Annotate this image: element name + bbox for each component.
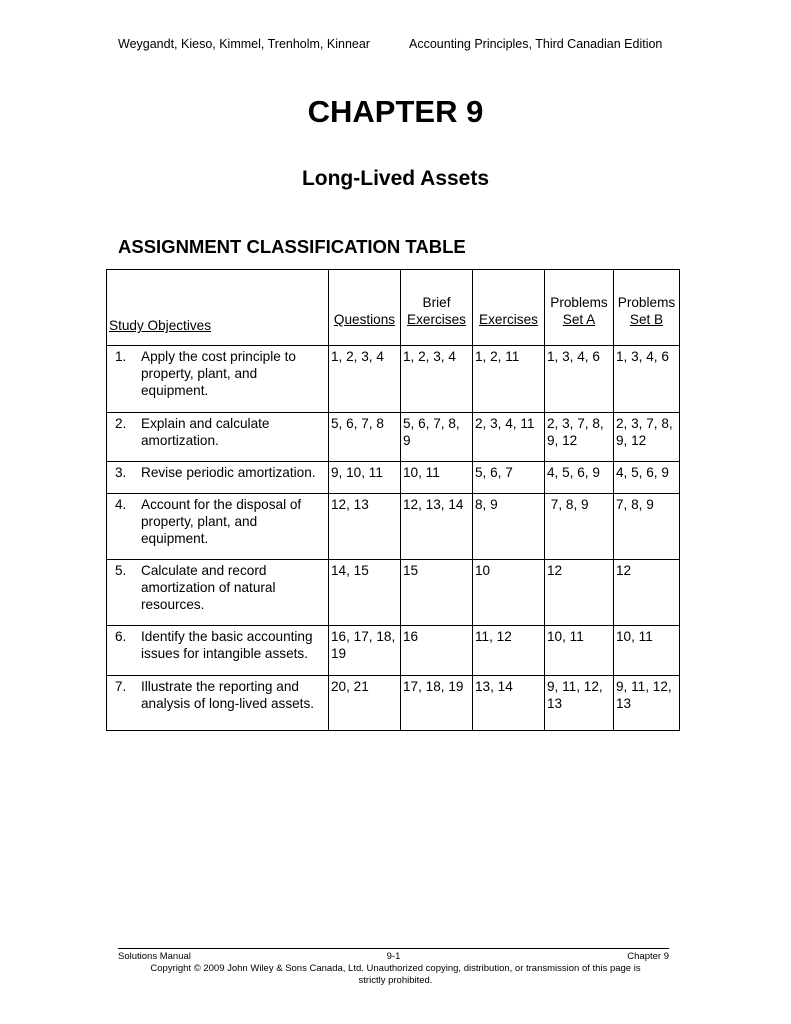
problems-b-cell: 2, 3, 7, 8, 9, 12 (614, 413, 680, 462)
header-authors: Weygandt, Kieso, Kimmel, Trenholm, Kinnear (118, 37, 370, 51)
exercises-cell: 1, 2, 11 (473, 346, 545, 413)
section-title: ASSIGNMENT CLASSIFICATION TABLE (118, 236, 466, 257)
col-header-questions: Questions (329, 270, 401, 346)
questions-cell: 12, 13 (329, 494, 401, 560)
problems-a-cell: 12 (545, 560, 614, 626)
questions-cell: 5, 6, 7, 8 (329, 413, 401, 462)
problems-a-cell: 7, 8, 9 (545, 494, 614, 560)
header-book-title: Accounting Principles, Third Canadian Edition (409, 37, 663, 51)
exercises-cell: 8, 9 (473, 494, 545, 560)
problems-a-cell: 9, 11, 12, 13 (545, 676, 614, 731)
questions-cell: 16, 17, 18, 19 (329, 626, 401, 676)
brief-exercises-cell: 17, 18, 19 (401, 676, 473, 731)
exercises-cell: 13, 14 (473, 676, 545, 731)
problems-b-cell: 1, 3, 4, 6 (614, 346, 680, 413)
table-row (107, 626, 680, 676)
col-header-problems-set-a: Problems Set A (545, 270, 614, 346)
col-header-exercises: Exercises (473, 270, 545, 346)
questions-cell: 14, 15 (329, 560, 401, 626)
footer-copyright: Copyright © 2009 John Wiley & Sons Canada, Ltd. Unauthorized copying, distribution, or transmission of this page is strictly prohibited. (150, 963, 641, 986)
col-header-brief-exercises: Brief Exercises (401, 270, 473, 346)
objective-cell: 3. Revise periodic amortization. (107, 462, 329, 494)
brief-exercises-cell: 1, 2, 3, 4 (401, 346, 473, 413)
questions-cell: 20, 21 (329, 676, 401, 731)
assignment-classification-table (106, 269, 680, 731)
exercises-cell: 2, 3, 4, 11 (473, 413, 545, 462)
questions-cell: 1, 2, 3, 4 (329, 346, 401, 413)
col-header-problems-set-b: Problems Set B (614, 270, 680, 346)
brief-exercises-cell: 5, 6, 7, 8, 9 (401, 413, 473, 462)
brief-exercises-cell: 16 (401, 626, 473, 676)
footer-right: Chapter 9 (627, 951, 669, 962)
table-row (107, 346, 680, 413)
problems-b-cell: 12 (614, 560, 680, 626)
exercises-cell: 10 (473, 560, 545, 626)
exercises-cell: 5, 6, 7 (473, 462, 545, 494)
footer-divider (118, 948, 669, 949)
problems-a-cell: 4, 5, 6, 9 (545, 462, 614, 494)
exercises-cell: 11, 12 (473, 626, 545, 676)
objective-cell: 1. Apply the cost principle to property, plant, and equipment. (107, 346, 329, 413)
problems-a-cell: 2, 3, 7, 8, 9, 12 (545, 413, 614, 462)
chapter-subtitle: Long-Lived Assets (301, 167, 490, 190)
table-row (107, 462, 680, 494)
table-row (107, 413, 680, 462)
brief-exercises-cell: 15 (401, 560, 473, 626)
objective-cell: 6. Identify the basic accounting issues for intangible assets. (107, 626, 329, 676)
objective-cell: 5. Calculate and record amortization of natural resources. (107, 560, 329, 626)
table-row (107, 676, 680, 731)
problems-b-cell: 7, 8, 9 (614, 494, 680, 560)
objective-cell: 2. Explain and calculate amortization. (107, 413, 329, 462)
objective-cell: 4. Account for the disposal of property, plant, and equipment. (107, 494, 329, 560)
questions-cell: 9, 10, 11 (329, 462, 401, 494)
col-header-study-objectives: Study Objectives (107, 270, 329, 346)
footer-page-number: 9-1 (386, 951, 401, 962)
problems-b-cell: 10, 11 (614, 626, 680, 676)
objective-cell: 7. Illustrate the reporting and analysis of long-lived assets. (107, 676, 329, 731)
problems-a-cell: 10, 11 (545, 626, 614, 676)
table-row (107, 494, 680, 560)
brief-exercises-cell: 10, 11 (401, 462, 473, 494)
table-header-row (107, 270, 680, 346)
footer-left: Solutions Manual (118, 951, 191, 962)
problems-b-cell: 4, 5, 6, 9 (614, 462, 680, 494)
problems-b-cell: 9, 11, 12, 13 (614, 676, 680, 731)
problems-a-cell: 1, 3, 4, 6 (545, 346, 614, 413)
brief-exercises-cell: 12, 13, 14 (401, 494, 473, 560)
table-row (107, 560, 680, 626)
chapter-title: CHAPTER 9 (307, 94, 484, 129)
